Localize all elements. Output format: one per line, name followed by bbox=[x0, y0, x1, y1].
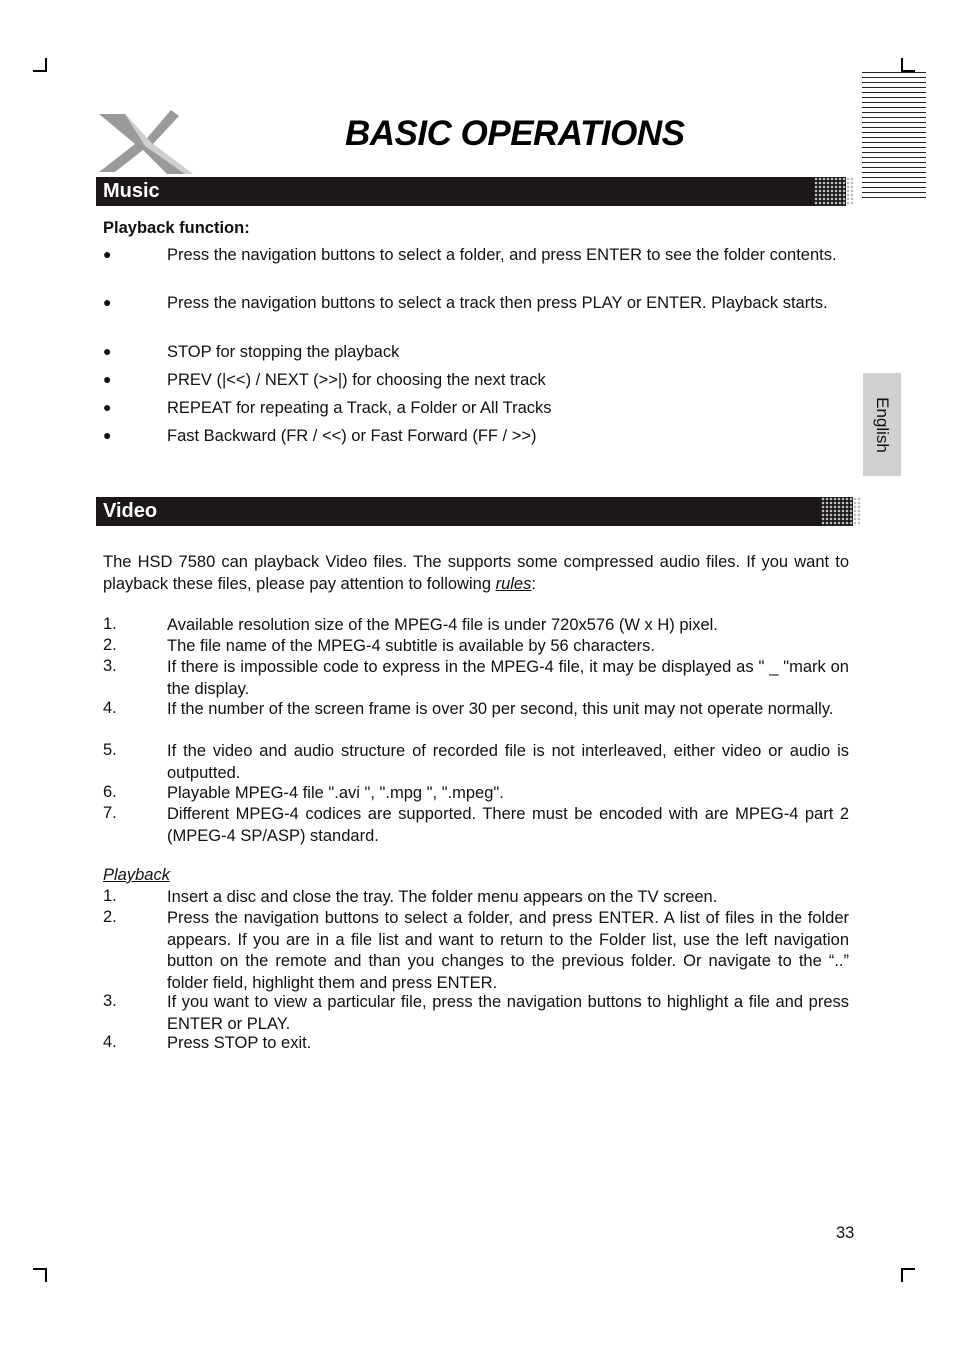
section-bar-video bbox=[96, 497, 853, 526]
video-intro-text: The HSD 7580 can playback Video files. The supports some compressed audio files. If you want to playback these files, please pay attention to following bbox=[103, 553, 849, 593]
rule-number: 6. bbox=[103, 783, 117, 801]
rule-text: If the number of the screen frame is over 30 per second, this unit may not operate normally. bbox=[167, 700, 834, 718]
music-bullet-item: Press the navigation buttons to select a folder, and press ENTER to see the folder contents. bbox=[167, 246, 837, 264]
crop-mark-top-left bbox=[33, 58, 47, 72]
crop-mark-bottom-right bbox=[901, 1268, 915, 1282]
rule-number: 7. bbox=[103, 804, 117, 822]
page-number: 33 bbox=[836, 1224, 855, 1242]
brand-logo-icon bbox=[95, 108, 193, 176]
section-bar-music bbox=[96, 177, 846, 206]
music-bullet-item: PREV (|<<) / NEXT (>>|) for choosing the next track bbox=[167, 371, 546, 389]
language-tab bbox=[863, 373, 901, 476]
rule-number: 5. bbox=[103, 741, 117, 759]
rule-number: 4. bbox=[103, 699, 117, 717]
page-title: BASIC OPERATIONS bbox=[345, 114, 685, 153]
playback-heading: Playback bbox=[103, 866, 170, 884]
crop-mark-top-right bbox=[901, 58, 915, 72]
bullet-icon: ● bbox=[103, 371, 112, 387]
rule-text: Different MPEG-4 codices are supported. There must be encoded with are MPEG-4 part 2 (MPEG-4 SP/ASP) standard. bbox=[167, 805, 849, 845]
bullet-icon: ● bbox=[103, 343, 112, 359]
rule-number: 1. bbox=[103, 615, 117, 633]
step-number: 4. bbox=[103, 1033, 117, 1051]
section-heading-music: Music bbox=[103, 180, 160, 202]
rule-text: If there is impossible code to express in the MPEG-4 file, it may be displayed as " _ "mark on the display. bbox=[167, 658, 849, 698]
playback-function-heading: Playback function: bbox=[103, 219, 250, 237]
rule-text: Playable MPEG-4 file ".avi ", ".mpg ", ".mpeg". bbox=[167, 784, 504, 802]
section-bar-dots bbox=[821, 497, 861, 526]
decorative-stripes bbox=[862, 72, 926, 198]
step-text: If you want to view a particular file, press the navigation buttons to highlight a file and press ENTER or PLAY. bbox=[167, 993, 849, 1033]
rule-text: Available resolution size of the MPEG-4 file is under 720x576 (W x H) pixel. bbox=[167, 616, 718, 634]
step-text: Press the navigation buttons to select a folder, and press ENTER. A list of files in the folder appears. If you are in a file list and want to return to the Folder list, use the left navigation button on the remote and than you changes to the previous folder. Or navigate to the “..” folder field, highlight them and press ENTER. bbox=[167, 909, 849, 992]
rule-number: 2. bbox=[103, 636, 117, 654]
video-intro-end: : bbox=[531, 574, 536, 593]
music-bullet-item: STOP for stopping the playback bbox=[167, 343, 400, 361]
step-number: 2. bbox=[103, 908, 117, 926]
section-heading-video: Video bbox=[103, 500, 158, 522]
section-bar-dots bbox=[814, 177, 854, 206]
language-tab-label: English bbox=[873, 396, 892, 453]
crop-mark-bottom-left bbox=[33, 1268, 47, 1282]
bullet-icon: ● bbox=[103, 246, 112, 262]
rule-text: The file name of the MPEG-4 subtitle is available by 56 characters. bbox=[167, 637, 655, 655]
rule-number: 3. bbox=[103, 657, 117, 675]
step-text: Insert a disc and close the tray. The folder menu appears on the TV screen. bbox=[167, 888, 718, 906]
bullet-icon: ● bbox=[103, 427, 112, 443]
bullet-icon: ● bbox=[103, 294, 112, 310]
step-number: 1. bbox=[103, 887, 117, 905]
video-intro bbox=[103, 552, 849, 595]
rules-link: rules bbox=[495, 574, 532, 593]
music-bullet-item: REPEAT for repeating a Track, a Folder or All Tracks bbox=[167, 399, 552, 417]
rule-text: If the video and audio structure of recorded file is not interleaved, either video or audio is outputted. bbox=[167, 742, 849, 782]
step-text: Press STOP to exit. bbox=[167, 1034, 312, 1052]
bullet-icon: ● bbox=[103, 399, 112, 415]
music-bullet-item: Press the navigation buttons to select a track then press PLAY or ENTER. Playback starts. bbox=[167, 294, 828, 312]
music-bullet-item: Fast Backward (FR / <<) or Fast Forward (FF / >>) bbox=[167, 427, 537, 445]
step-number: 3. bbox=[103, 992, 117, 1010]
